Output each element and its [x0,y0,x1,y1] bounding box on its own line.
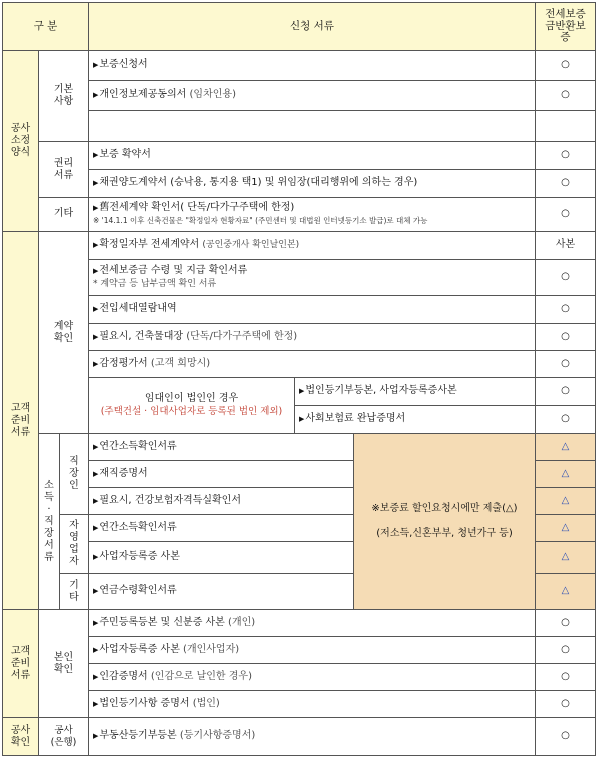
mark: ○ [536,351,596,378]
group-etc: 기타 [60,574,89,610]
row-business-cert: ▶사업자등록증 사본 (개인사업자) [89,637,536,664]
row-corp-registration: ▶법인등기사항 증명서 (법인) [89,691,536,718]
mark: ○ [536,637,596,664]
group-company-forms: 공사소정양식 [3,51,39,232]
group-customer-docs: 고객준비서류 [3,232,39,610]
mark: △ [536,461,596,488]
row-business-registration: ▶사업자등록증 사본 [89,542,354,574]
group-other: 기타 [39,198,89,232]
row-privacy-consent: ▶개인정보제공동의서 (임차인용) [89,81,536,111]
mark: ○ [536,378,596,406]
mark: ○ [536,691,596,718]
row-resident-view: ▶전입세대열람내역 [89,296,536,324]
row-deposit-receipt: ▶전세보증금 수령 및 지급 확인서류 * 계약금 등 납부금액 확인 서류 [89,260,536,296]
group-contract: 계약확인 [39,232,89,434]
mark: ○ [536,296,596,324]
header-refund: 전세보증금반환보증 [536,3,596,51]
mark: ○ [536,81,596,111]
mark: △ [536,542,596,574]
mark: ○ [536,324,596,351]
row-corp-registry: ▶법인등기부등본, 사업자등록증사본 [295,378,536,406]
mark-empty [536,111,596,142]
row-seal-certificate: ▶인감증명서 (인감으로 날인한 경우) [89,664,536,691]
mark: ○ [536,142,596,170]
row-social-insurance: ▶사회보험료 완납증명서 [295,406,536,434]
group-self-employed: 자영업자 [60,515,89,574]
mark: △ [536,515,596,542]
mark: 사본 [536,232,596,260]
row-guarantee-application: ▶보증신청서 [89,51,536,81]
mark: ○ [536,51,596,81]
mark: ○ [536,664,596,691]
group-rights: 권리서류 [39,142,89,198]
mark: ○ [536,610,596,637]
group-company-check: 공사확인 [3,718,39,756]
row-annual-income-2: ▶연간소득확인서류 [89,515,354,542]
row-guarantee-commitment: ▶보증 확약서 [89,142,536,170]
group-basic: 기본사항 [39,51,89,142]
header-category: 구 분 [3,3,89,51]
header-documents: 신청 서류 [89,3,536,51]
group-identity: 본인확인 [39,610,89,718]
document-requirements-table [2,2,596,756]
row-annual-income: ▶연간소득확인서류 [89,434,354,461]
row-empty [89,111,536,142]
mark: △ [536,574,596,610]
mark: ○ [536,170,596,198]
row-lease-contract: ▶확정일자부 전세계약서 (공인중개사 확인날인본) [89,232,536,260]
row-pension: ▶연금수령확인서류 [89,574,354,610]
discount-note: ※보증료 할인요청시에만 제출(△) (저소득,신혼부부, 청년가구 등) [354,434,536,610]
mark: △ [536,488,596,515]
row-real-estate-registry: ▶부동산등기부등본 (등기사항증명서) [89,718,536,756]
mark: ○ [536,260,596,296]
mark: △ [536,434,596,461]
row-appraisal: ▶감정평가서 (고객 희망시) [89,351,536,378]
mark: ○ [536,198,596,232]
row-employment-cert: ▶재직증명서 [89,461,354,488]
group-income-job: 소득·직장서류 [39,434,60,610]
group-company-bank: 공사(은행) [39,718,89,756]
mark: ○ [536,718,596,756]
group-employee: 직장인 [60,434,89,515]
row-old-lease-confirmation: ▶舊전세계약 확인서( 단독/다가구주택에 한정) ※ '14.1.1 이후 신축건물은 "확정일자 현황자료" (주민센터 및 대법원 인터넷등기소 발급)로 대체 가능 [89,198,536,232]
row-building-register: ▶필요시, 건축물대장 (단독/다가구주택에 한정) [89,324,536,351]
mark: ○ [536,406,596,434]
row-assignment-contract: ▶채권양도계약서 (승낙용, 통지용 택1) 및 위임장(대리행위에 의하는 경우) [89,170,536,198]
corporate-landlord-condition: 임대인이 법인인 경우 (주택건설 · 임대사업자로 등록된 법인 제외) [89,378,295,434]
group-customer-docs-2: 고객준비서류 [3,610,39,718]
row-resident-registration: ▶주민등록등본 및 신분증 사본 (개인) [89,610,536,637]
row-health-insurance: ▶필요시, 건강보험자격득실확인서 [89,488,354,515]
